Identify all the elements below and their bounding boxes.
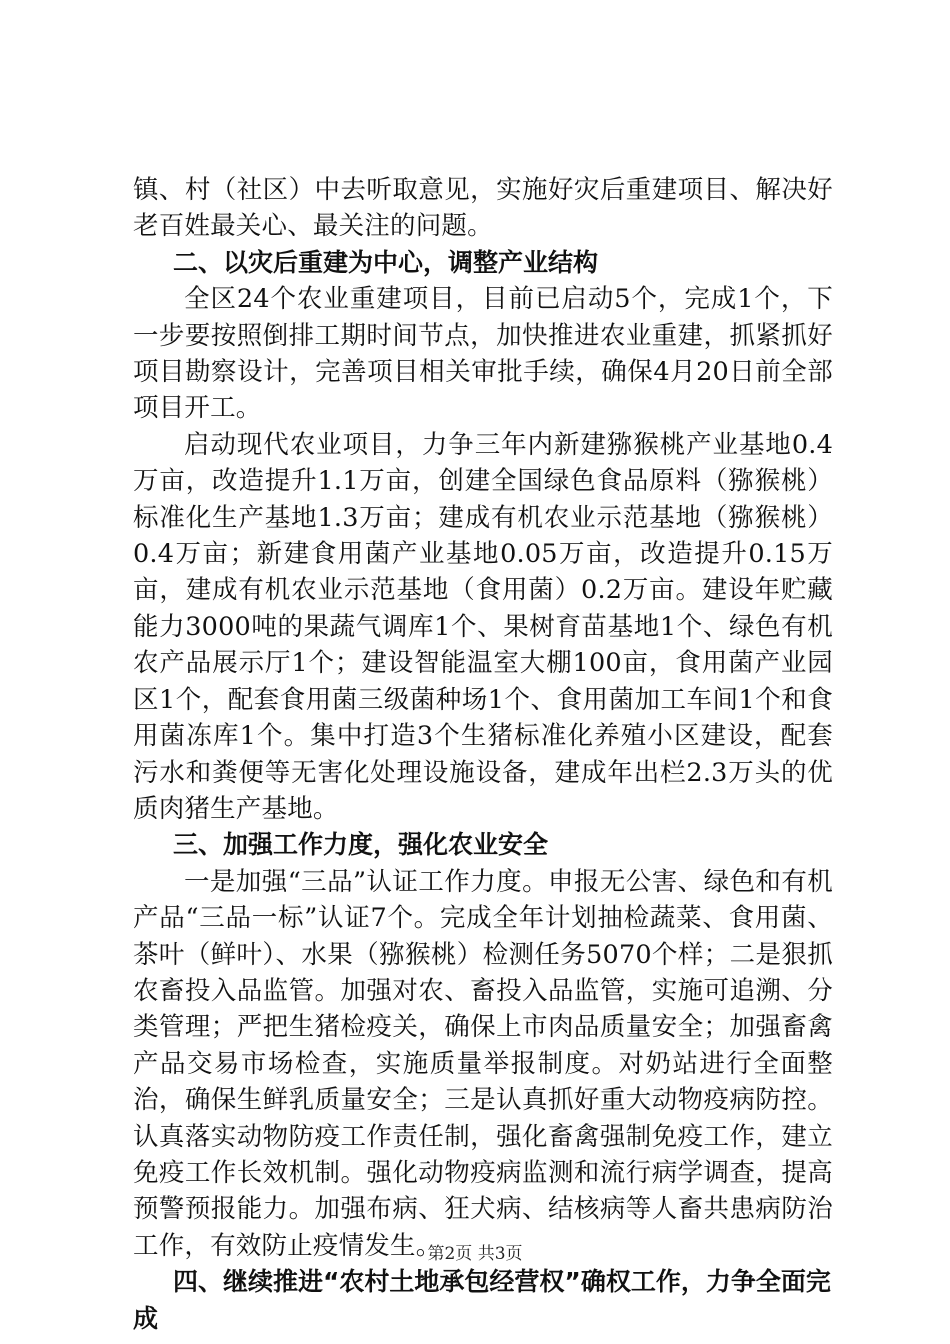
- paragraph-continuation: 镇、村（社区）中去听取意见，实施好灾后重建项目、解决好老百姓最关心、最关注的问题。: [133, 175, 833, 242]
- paragraph-reconstruction-projects: 全区24个农业重建项目，目前已启动5个，完成1个，下一步要按照倒排工期时间节点，加快推进农业重建，抓紧抓好项目勘察设计，完善项目相关审批手续，确保4月20日前全部项目开工。: [133, 284, 833, 424]
- section-heading-3: 三、加强工作力度，强化农业安全: [173, 830, 549, 860]
- section-heading-4: 四、继续推进“农村土地承包经营权”确权工作，力争全面完成: [133, 1267, 831, 1333]
- page-footer: 第2页 共3页: [427, 1244, 523, 1264]
- paragraph-modern-agriculture: 启动现代农业项目，力争三年内新建猕猴桃产业基地0.4万亩，改造提升1.1万亩，创建全国绿色食品原料（猕猴桃）标准化生产基地1.3万亩；建成有机农业示范基地（猕猴桃）0.4万亩；新建食用菌产业基地0.05万亩，改造提升0.15万亩，建成有机农业示范基地（食用菌）0.2万亩。建设年贮藏能力3000吨的果蔬气调库1个、果树育苗基地1个、绿色有机农产品展示厅1个；建设智能温室大棚100亩，食用菌产业园区1个，配套食用菌三级菌种场1个、食用菌加工车间1个和食用菌冻库1个。集中打造3个生猪标准化养殖小区建设，配套污水和粪便等无害化处理设施设备，建成年出栏2.3万头的优质肉猪生产基地。: [133, 429, 833, 824]
- paragraph-agriculture-safety: 一是加强“三品”认证工作力度。申报无公害、绿色和有机产品“三品一标”认证7个。完成全年计划抽检蔬菜、食用菌、茶叶（鲜叶）、水果（猕猴桃）检测任务5070个样；二是狠抓农畜投入品监管。加强对农、畜投入品监管，实施可追溯、分类管理；严把生猪检疫关，确保上市肉品质量安全；加强畜禽产品交易市场检查，实施质量举报制度。对奶站进行全面整治，确保生鲜乳质量安全；三是认真抓好重大动物疫病防控。认真落实动物防疫工作责任制，强化畜禽强制免疫工作，建立免疫工作长效机制。强化动物疫病监测和流行病学调查，提高预警预报能力。加强布病、狂犬病、结核病等人畜共患病防治工作，有效防止疫情发生。: [133, 866, 833, 1261]
- document-body: [133, 172, 833, 1337]
- section-heading-2: 二、以灾后重建为中心，调整产业结构: [173, 247, 599, 277]
